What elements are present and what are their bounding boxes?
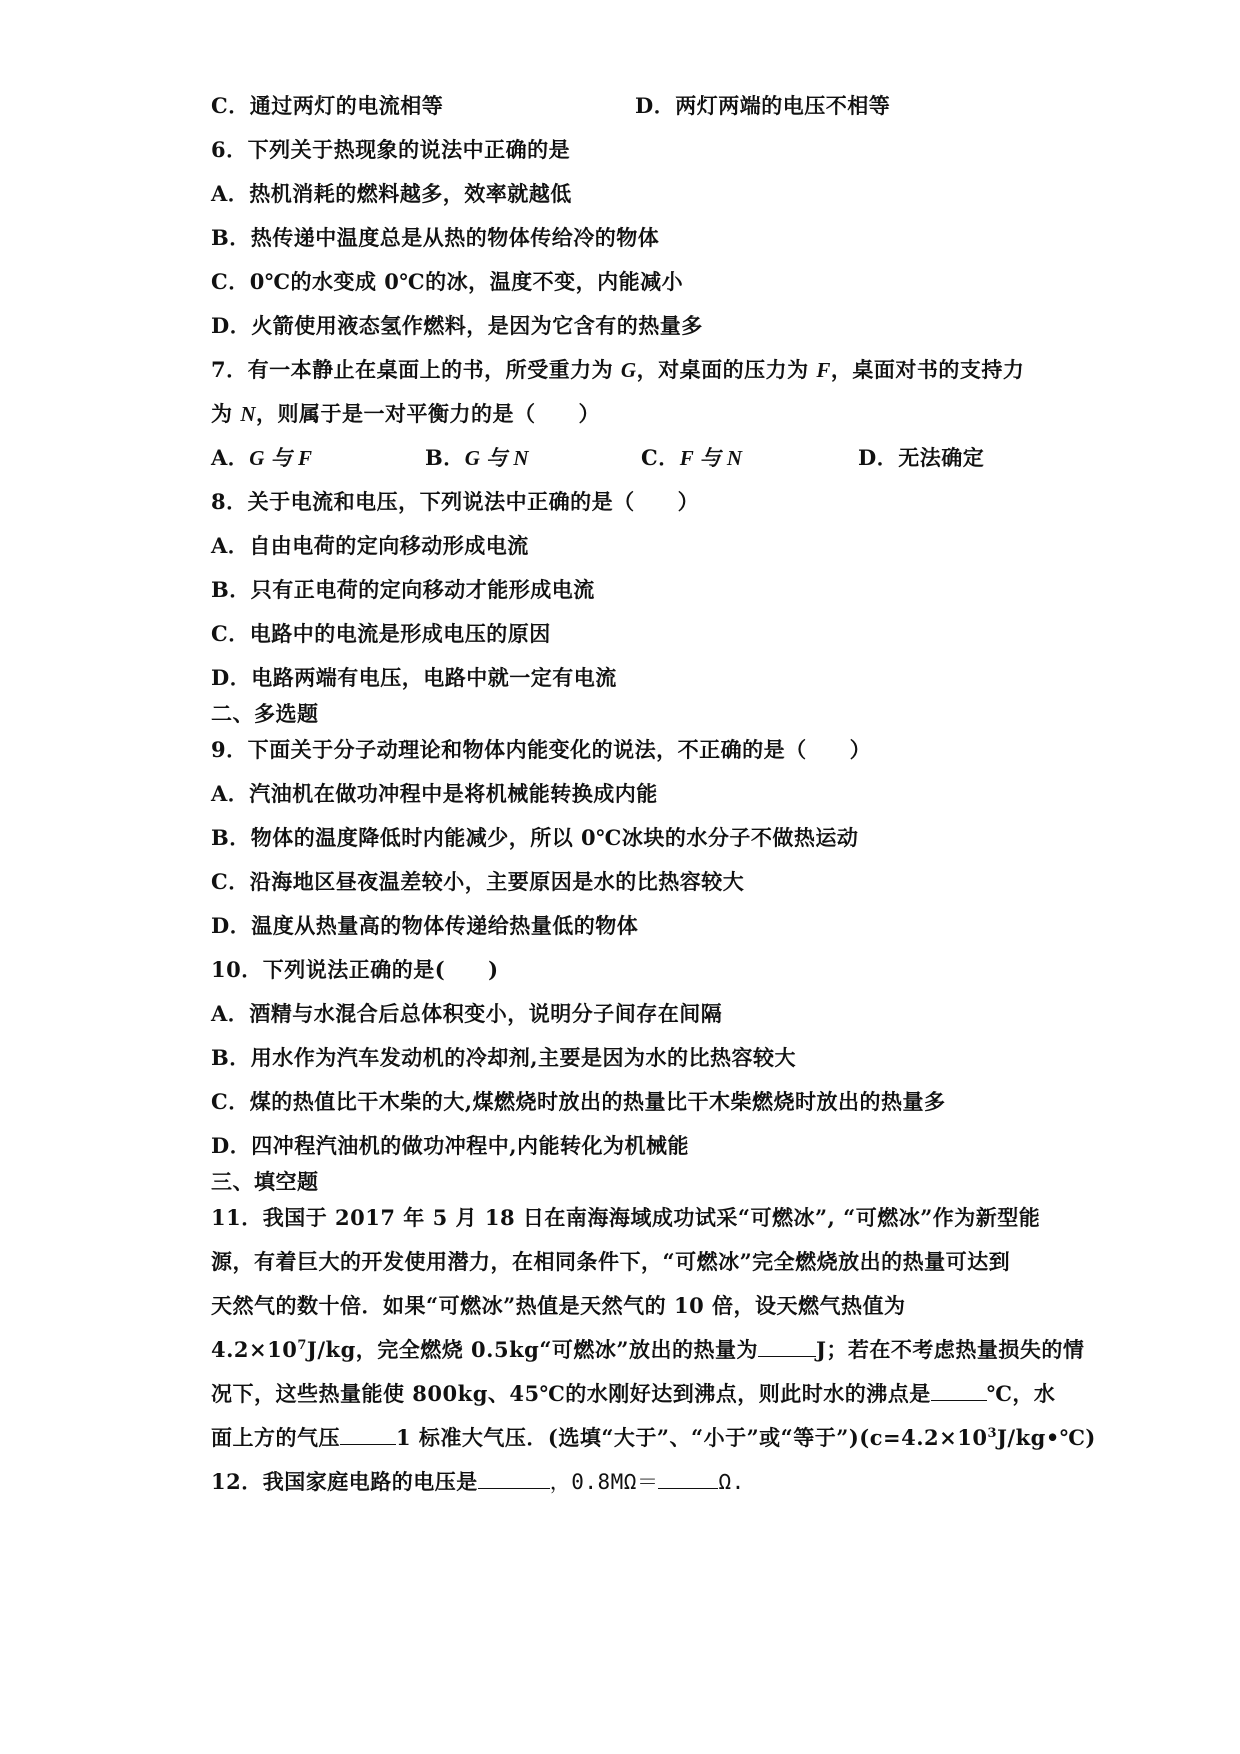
q10-stem: 10．下列说法正确的是( ) (211, 957, 499, 982)
section-fill-blank-heading: 三、填空题 (211, 1169, 319, 1194)
q7-stem-line1: 7．有一本静止在桌面上的书，所受重力为 G，对桌面的压力为 F，桌面对书的支持力 (211, 357, 1025, 382)
q9-option-a: A．汽油机在做功冲程中是将机械能转换成内能 (211, 781, 658, 806)
q9-option-c: C．沿海地区昼夜温差较小，主要原因是水的比热容较大 (211, 869, 745, 894)
q6-option-c: C．0℃的水变成 0℃的冰，温度不变，内能减小 (211, 269, 684, 294)
q7-option-a: A．G 与 F (211, 445, 313, 470)
q12-line: 12．我国家庭电路的电压是 ，0.8MΩ＝ Ω. (211, 1469, 745, 1494)
q11-line2: 源，有着巨大的开发使用潜力，在相同条件下，“可燃冰”完全燃烧放出的热量可达到 (211, 1249, 1011, 1274)
q9-option-d: D．温度从热量高的物体传递给热量低的物体 (211, 913, 639, 938)
q11-line6: 面上方的气压 1 标准大气压．(选填“大于”、“小于”或“等于$”)(c=4.2\times 10^3J/kg•℃)$ (211, 1425, 1096, 1450)
q6-option-a: A．热机消耗的燃料越多，效率就越低 (211, 181, 572, 206)
q7-stem-line2: 为 N，则属于是一对平衡力的是（ ） (211, 401, 600, 426)
q8-option-a: A．自由电荷的定向移动形成电流 (211, 533, 529, 558)
q6-stem: 6．下列关于热现象的说法中正确的是 (211, 137, 571, 162)
q6-option-b: B．热传递中温度总是从热的物体传给冷的物体 (211, 225, 660, 250)
q11-line5: 况下，这些热量能使 800kg、45℃的水刚好达到沸点，则此时水的沸点是 ℃，水 (211, 1381, 1056, 1406)
q10-option-d: D．四冲程汽油机的做功冲程中,内能转化为机械能 (211, 1133, 690, 1158)
q7-option-c: C．F 与 N (641, 445, 743, 470)
q5-option-d: D．两灯两端的电压不相等 (635, 93, 891, 118)
q11-line1: 11．我国于 2017 年 5 月 18 日在南海海域成功试采“可燃冰”, “可燃冰”作为新型能 (211, 1205, 1041, 1230)
q7-option-b: B．G 与 N (425, 445, 530, 470)
q9-stem: 9．下面关于分子动理论和物体内能变化的说法，不正确的是（ ） (211, 737, 872, 762)
q8-stem: 8．关于电流和电压，下列说法中正确的是（ ） (211, 489, 700, 514)
q11-pressure-blank[interactable] (340, 1424, 396, 1445)
q10-option-c: C．煤的热值比干木柴的大,煤燃烧时放出的热量比干木柴燃烧时放出的热量多 (211, 1089, 946, 1114)
q8-option-d: D．电路两端有电压，电路中就一定有电流 (211, 665, 617, 690)
q12-voltage-blank[interactable] (478, 1468, 550, 1489)
section-multi-choice-heading: 二、多选题 (211, 701, 319, 726)
q7-option-d: D．无法确定 (858, 445, 985, 470)
q11-line3: 天然气的数十倍．如果“可燃冰”热值是天然气的 10 倍，设天燃气热值为 (211, 1293, 906, 1318)
q11-line4: $4.2\times 10^7J/kg$，完全燃烧 0.5kg“可燃冰”放出的热量为 J；若在不考虑热量损失的情 (211, 1337, 1085, 1362)
q9-option-b: B．物体的温度降低时内能减少，所以 0℃冰块的水分子不做热运动 (211, 825, 859, 850)
q12-ohm-blank[interactable] (658, 1468, 718, 1489)
q5-option-c: C．通过两灯的电流相等 (211, 93, 444, 118)
q6-option-d: D．火箭使用液态氢作燃料，是因为它含有的热量多 (211, 313, 703, 338)
q8-option-c: C．电路中的电流是形成电压的原因 (211, 621, 551, 646)
q10-option-b: B．用水作为汽车发动机的冷却剂,主要是因为水的比热容较大 (211, 1045, 797, 1070)
q11-heat-blank[interactable] (758, 1336, 816, 1357)
q10-option-a: A．酒精与水混合后总体积变小，说明分子间存在间隔 (211, 1001, 723, 1026)
q11-boiling-point-blank[interactable] (931, 1380, 987, 1401)
q8-option-b: B．只有正电荷的定向移动才能形成电流 (211, 577, 595, 602)
